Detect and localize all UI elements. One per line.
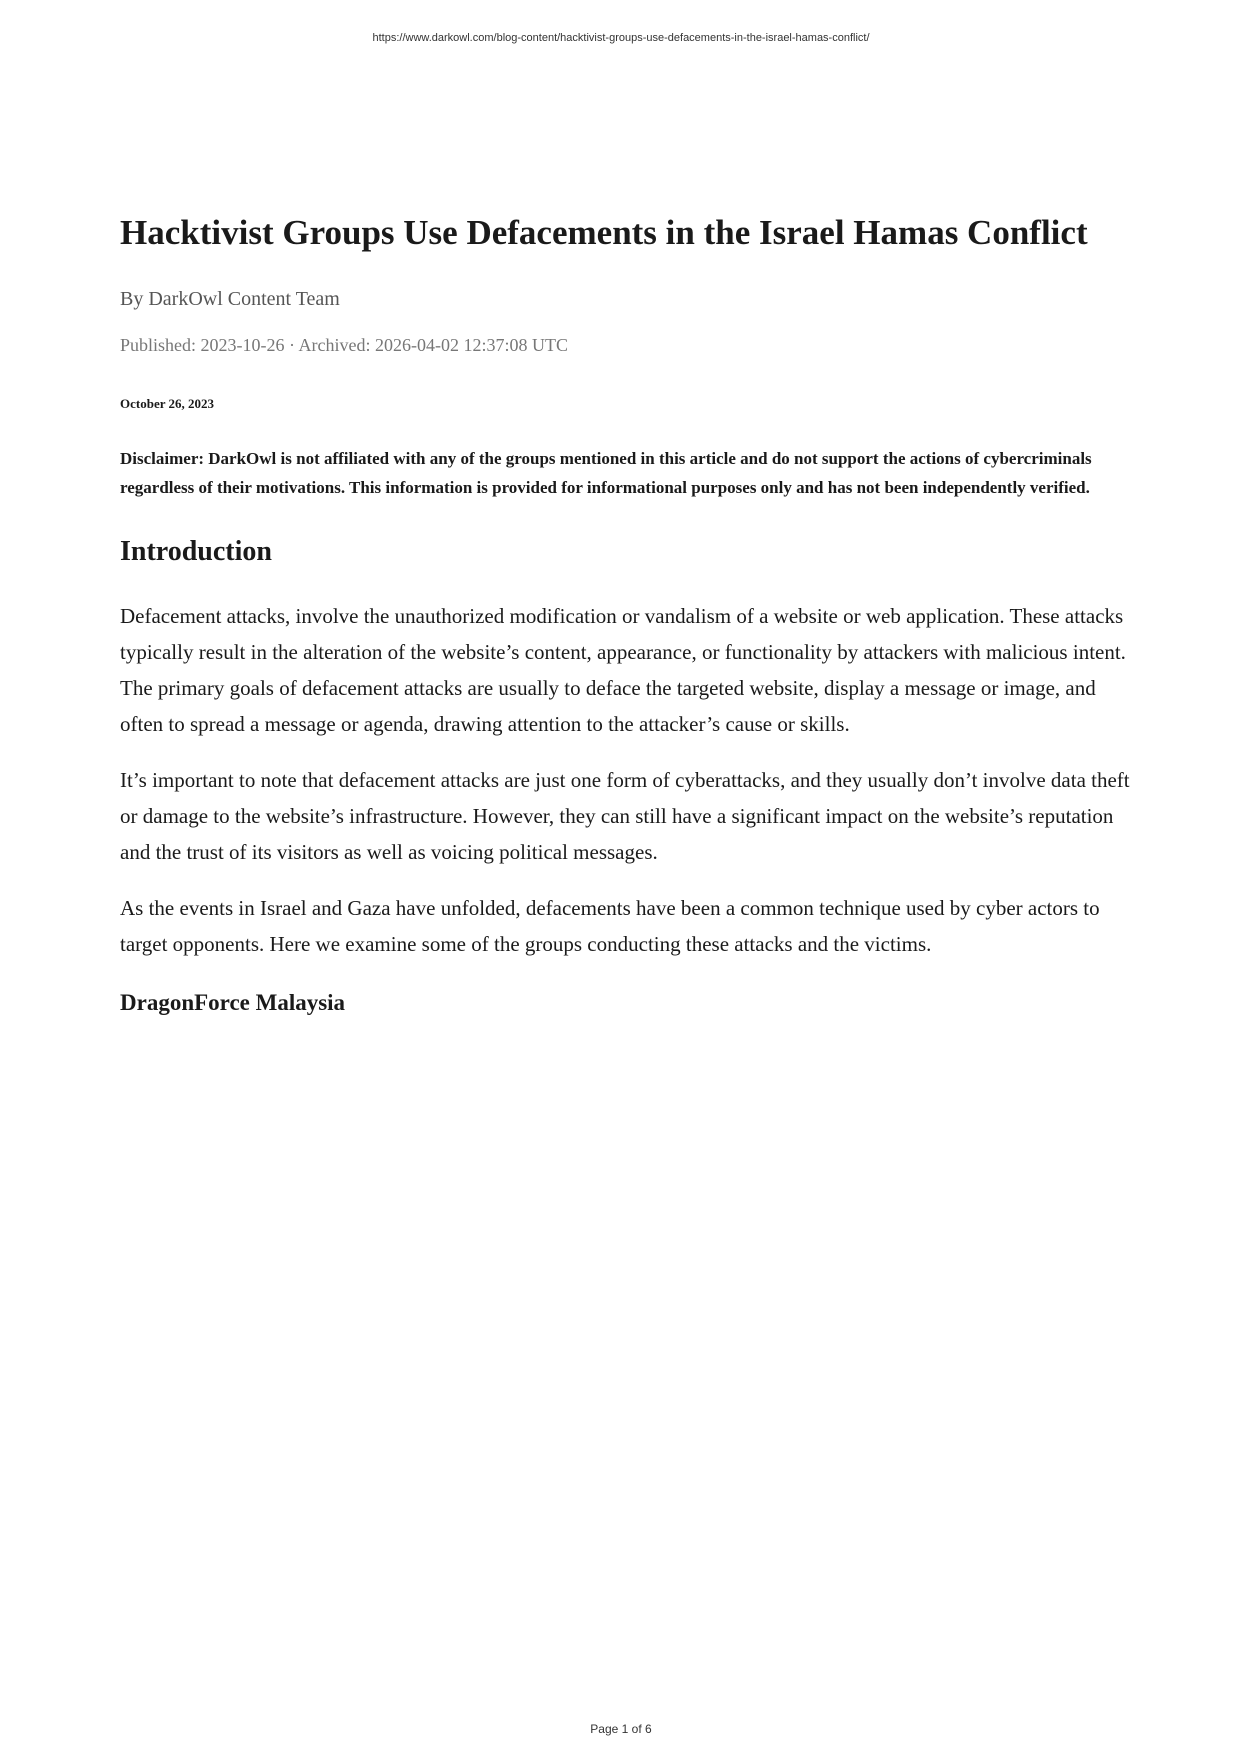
paragraph: As the events in Israel and Gaza have unfolded, defacements have been a common technique used by cyber actors to target opponents. Here we examine some of the groups conducting these attacks and the victims. [120,896,1100,956]
page-url: https://www.darkowl.com/blog-content/hacktivist-groups-use-defacements-in-the-israel-hamas-conflict/ [372,32,870,44]
page-number: Page 1 of 6 [590,1722,652,1736]
article [120,212,1130,1016]
subheading-dragonforce-malaysia: DragonForce Malaysia [120,990,346,1015]
section-heading-introduction: Introduction [120,536,272,567]
paragraph: It’s important to note that defacement attacks are just one form of cyberattacks, and they usually don’t involve data theft or damage to the website’s infrastructure. However, they can still have a significant impact on the website’s reputation and the trust of its visitors as well as voicing political messages. [120,768,1130,864]
paragraph: Defacement attacks, involve the unauthorized modification or vandalism of a website or web application. These attacks typically result in the alteration of the website’s content, appearance, or functionality by attackers with malicious intent. The primary goals of defacement attacks are usually to deface the targeted website, display a message or image, and often to spread a message or agenda, drawing attention to the attacker’s cause or skills. [120,604,1126,736]
disclaimer: Disclaimer: DarkOwl is not affiliated with any of the groups mentioned in this article and do not support the actions of cybercriminals regardless of their motivations. This information is provided for informational purposes only and has not been independently verified. [120,449,1092,497]
article-date: October 26, 2023 [120,396,214,411]
article-title: Hacktivist Groups Use Defacements in the Israel Hamas Conflict [120,213,1088,252]
article-meta: Published: 2023-10-26 · Archived: 2026-04-02 12:37:08 UTC [120,335,568,355]
article-byline: By DarkOwl Content Team [120,288,340,310]
